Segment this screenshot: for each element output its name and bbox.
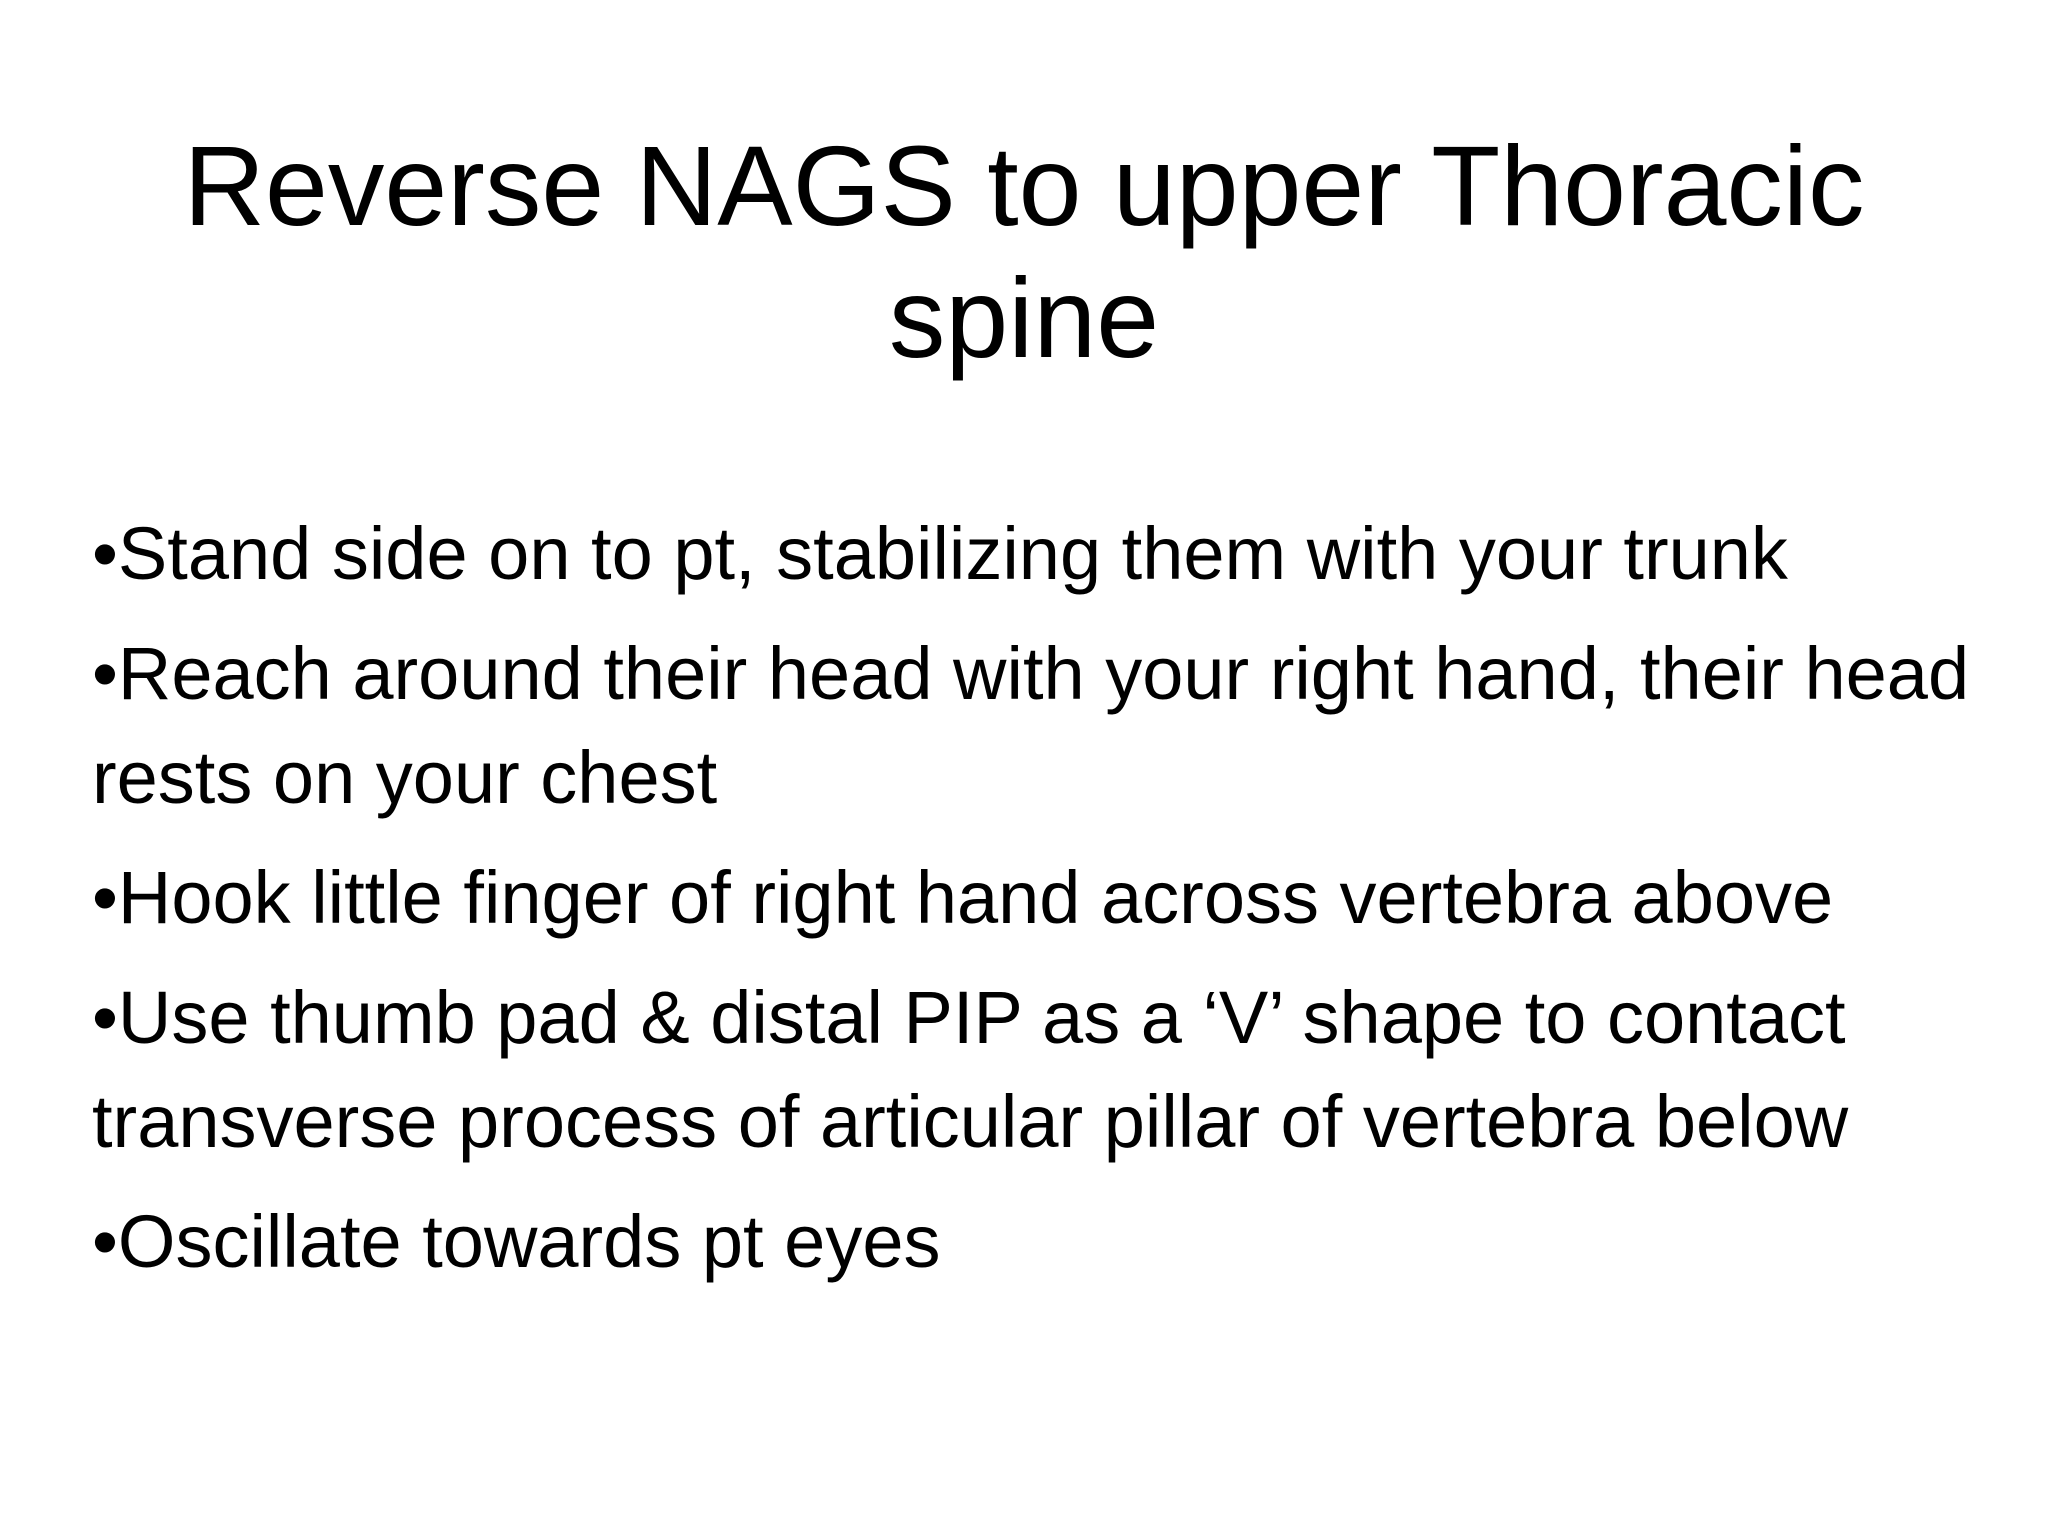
bullet-text: Stand side on to pt, stabilizing them with your trunk [117,512,1788,595]
bullet-item [92,502,2012,606]
bullet-list [92,502,2012,1310]
slide-title: Reverse NAGS to upper Thoracic spine [183,123,1865,381]
bullet-dot: • [92,1200,118,1283]
bullet-item [92,1190,2012,1294]
bullet-text: Hook little finger of right hand across vertebra above [117,856,1834,939]
bullet-dot: • [92,976,118,1059]
bullet-dot: • [92,632,118,715]
bullet-item [92,622,2012,830]
bullet-item [92,966,2012,1174]
bullet-dot: • [92,512,118,595]
bullet-item [92,846,2012,950]
bullet-text: Use thumb pad & distal PIP as a ‘V’ shape to contact transverse process of articular pillar of vertebra below [92,976,1849,1163]
bullet-dot: • [92,856,118,939]
bullet-text: Reach around their head with your right hand, their head rests on your chest [92,632,1970,819]
bullet-text: Oscillate towards pt eyes [117,1200,941,1283]
